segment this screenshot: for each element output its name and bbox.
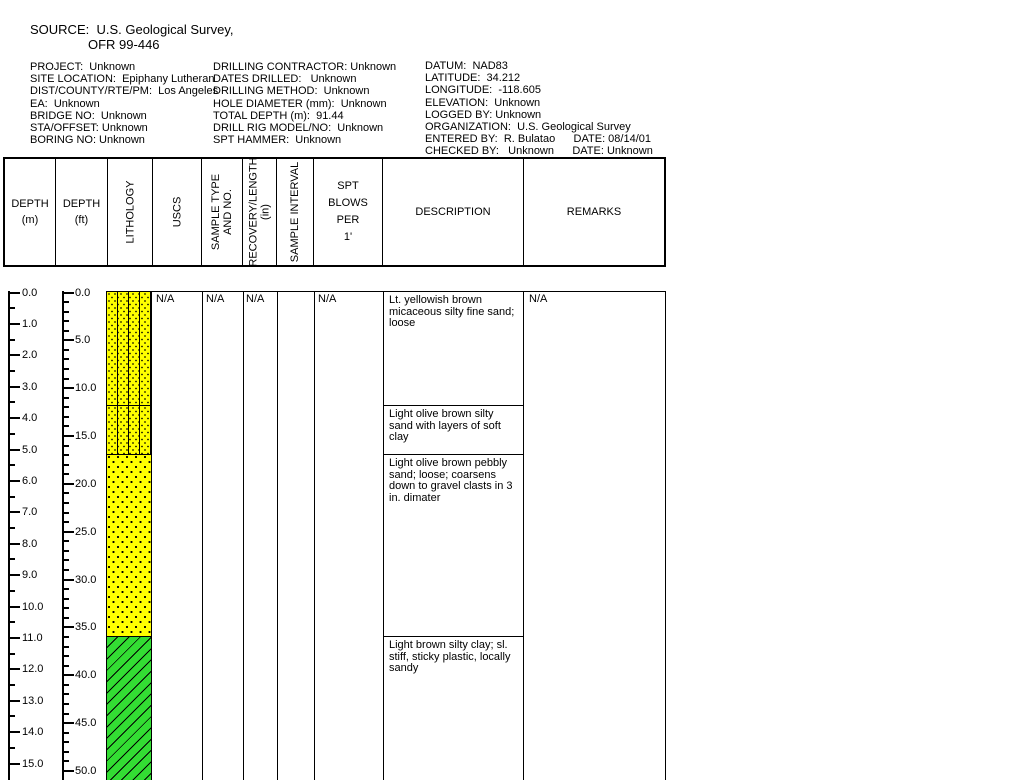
na-value-sample-type: N/A	[206, 293, 225, 305]
depth-m-scale-major-tick	[8, 480, 20, 482]
depth-ft-scale-minor-tick	[62, 741, 69, 743]
depth-ft-scale-minor-tick	[62, 311, 69, 313]
depth-m-scale-minor-tick	[8, 401, 15, 403]
depth-ft-scale-minor-tick	[62, 445, 69, 447]
header-label-spt-blows	[328, 178, 368, 246]
depth-ft-scale-tick-label: 20.0	[75, 477, 97, 490]
header-label-line: REMARKS	[566, 206, 622, 218]
depth-ft-scale-major-tick	[62, 770, 74, 772]
header-label-line: PER	[336, 214, 360, 226]
depth-m-scale-major-tick	[8, 386, 20, 388]
header-label-line: USCS	[171, 196, 183, 228]
header-cell-sample-type	[202, 159, 243, 265]
na-value-remarks: N/A	[529, 293, 548, 305]
info-line: BRIDGE NO: Unknown	[30, 109, 147, 122]
header-label-lithology	[124, 181, 136, 244]
info-line: CHECKED BY: Unknown DATE: Unknown	[425, 145, 653, 158]
depth-m-scale-tick-label: 10.0	[22, 600, 44, 613]
depth-ft-scale-minor-tick	[62, 655, 69, 657]
depth-m-scale-major-tick	[8, 449, 20, 451]
depth-ft-scale-tick-label: 30.0	[75, 573, 97, 586]
depth-ft-scale-tick-label: 45.0	[75, 717, 97, 730]
depth-m-scale-minor-tick	[8, 621, 15, 623]
na-value-uscs: N/A	[156, 293, 175, 305]
depth-m-scale-minor-tick	[8, 558, 15, 560]
depth-m-scale-tick-label: 15.0	[22, 757, 44, 770]
info-line: ELEVATION: Unknown	[425, 96, 541, 109]
depth-ft-scale-minor-tick	[62, 492, 69, 494]
depth-ft-scale-minor-tick	[62, 512, 69, 514]
header-label-remarks	[567, 204, 621, 220]
depth-m-scale-tick-label: 14.0	[22, 726, 44, 739]
header-label-sample-interval	[289, 162, 301, 262]
na-value-recovery: N/A	[246, 293, 265, 305]
depth-ft-scale-tick-label: 40.0	[75, 669, 97, 682]
info-line: ENTERED BY: R. Bulatao DATE: 08/14/01	[425, 133, 652, 146]
header-cell-depth-m	[5, 159, 56, 265]
header-label-line: SAMPLE TYPE	[210, 173, 222, 251]
depth-ft-scale-minor-tick	[62, 406, 69, 408]
depth-ft-scale-tick-label: 35.0	[75, 621, 97, 634]
lithology-layer-2	[106, 406, 152, 455]
depth-ft-scale-minor-tick	[62, 713, 69, 715]
depth-ft-scale-major-tick	[62, 626, 74, 628]
depth-ft-scale-tick-label: 10.0	[75, 382, 97, 395]
depth-m-scale-major-tick	[8, 700, 20, 702]
depth-m-scale-tick-label: 12.0	[22, 663, 44, 676]
header-label-line: BLOWS	[328, 197, 368, 209]
depth-m-scale-axis-line	[8, 291, 10, 780]
depth-ft-scale-minor-tick	[62, 349, 69, 351]
depth-m-scale-minor-tick	[8, 496, 15, 498]
depth-ft-scale-major-tick	[62, 435, 74, 437]
depth-ft-scale-minor-tick	[62, 760, 69, 762]
info-line: STA/OFFSET: Unknown	[30, 122, 148, 135]
depth-m-scale-minor-tick	[8, 433, 15, 435]
depth-m-scale-major-tick	[8, 606, 20, 608]
info-column-project	[30, 61, 218, 146]
depth-m-scale-minor-tick	[8, 527, 15, 529]
header-label-line: DESCRIPTION	[415, 206, 491, 218]
depth-ft-scale-minor-tick	[62, 502, 69, 504]
depth-ft-scale-minor-tick	[62, 521, 69, 523]
depth-m-scale-tick-label: 7.0	[22, 506, 38, 519]
info-line: DRILLING CONTRACTOR: Unknown	[213, 61, 397, 73]
header-label-line: (m)	[21, 214, 39, 226]
depth-ft-scale-major-tick	[62, 339, 74, 341]
depth-m-scale-major-tick	[8, 417, 20, 419]
description-text-4: Light brown silty clay; sl. stiff, sticky plastic, locally sandy	[389, 639, 511, 674]
header-label-uscs	[171, 197, 183, 228]
depth-m-scale-minor-tick	[8, 464, 15, 466]
header-label-line: LITHOLOGY	[124, 180, 136, 244]
log-column-line	[243, 291, 244, 780]
header-cell-spt-blows	[314, 159, 383, 265]
depth-ft-scale-minor-tick	[62, 540, 69, 542]
depth-ft-scale-minor-tick	[62, 617, 69, 619]
header-label-line: DEPTH	[62, 198, 101, 210]
depth-ft-scale-major-tick	[62, 483, 74, 485]
depth-m-scale-tick-label: 4.0	[22, 412, 38, 425]
depth-ft-scale-major-tick	[62, 292, 74, 294]
header-cell-lithology	[108, 159, 153, 265]
header-label-line: (in)	[259, 204, 272, 220]
depth-m-scale-tick-label: 6.0	[22, 474, 38, 487]
depth-m-scale-major-tick	[8, 731, 20, 733]
description-text-3: Light olive brown pebbly sand; loose; coarsens down to gravel clasts in 3 in. dimater	[389, 457, 513, 504]
description-segment-4	[384, 637, 523, 780]
description-segment-3	[384, 455, 523, 637]
source-line-2: OFR 99-446	[88, 37, 160, 52]
header-label-line: DEPTH	[11, 198, 49, 210]
depth-m-scale-tick-label: 0.0	[22, 286, 38, 299]
depth-m-scale-minor-tick	[8, 339, 15, 341]
header-cell-recovery-length	[243, 159, 277, 265]
depth-ft-scale-minor-tick	[62, 320, 69, 322]
info-line: EA: Unknown	[30, 97, 100, 110]
description-text-2: Light olive brown silty sand with layers of soft clay	[389, 408, 501, 443]
header-cell-depth-ft	[56, 159, 108, 265]
depth-ft-scale-minor-tick	[62, 693, 69, 695]
header-label-line: 1'	[343, 231, 353, 243]
info-line: ORGANIZATION: U.S. Geological Survey	[425, 121, 631, 134]
depth-m-scale-minor-tick	[8, 715, 15, 717]
depth-ft-scale-minor-tick	[62, 416, 69, 418]
info-line: LOGGED BY: Unknown	[425, 108, 542, 121]
depth-ft-scale-tick-label: 50.0	[75, 765, 97, 777]
info-line: DATES DRILLED: Unknown	[213, 73, 357, 86]
remarks-column	[524, 291, 666, 780]
depth-ft-scale-tick-label: 5.0	[75, 334, 91, 347]
depth-ft-scale-major-tick	[62, 722, 74, 724]
depth-m-scale-minor-tick	[8, 684, 15, 686]
depth-ft-scale-major-tick	[62, 531, 74, 533]
source-line-1: SOURCE: U.S. Geological Survey,	[30, 22, 234, 37]
header-label-line: (ft)	[74, 214, 89, 226]
header-label-line: SPT	[337, 180, 359, 192]
depth-ft-scale-axis-line	[62, 291, 64, 780]
depth-ft-scale-tick-label: 25.0	[75, 525, 97, 538]
info-line: BORING NO: Unknown	[30, 134, 145, 147]
depth-m-scale-tick-label: 13.0	[22, 694, 44, 707]
na-value-spt: N/A	[318, 293, 337, 305]
depth-m-scale-major-tick	[8, 543, 20, 545]
depth-m-scale-tick-label: 3.0	[22, 380, 38, 393]
depth-m-scale-major-tick	[8, 637, 20, 639]
depth-m-scale-major-tick	[8, 763, 20, 765]
info-line: TOTAL DEPTH (m): 91.44	[213, 109, 344, 122]
log-column-line	[277, 291, 278, 780]
info-line: DRILL RIG MODEL/NO: Unknown	[213, 122, 384, 135]
depth-ft-scale-minor-tick	[62, 646, 69, 648]
depth-ft-scale-minor-tick	[62, 559, 69, 561]
depth-ft-scale-minor-tick	[62, 684, 69, 686]
header-cell-sample-interval	[277, 159, 314, 265]
lithology-layer-4	[106, 637, 152, 780]
depth-m-scale-major-tick	[8, 574, 20, 576]
depth-ft-scale-minor-tick	[62, 473, 69, 475]
depth-ft-scale-major-tick	[62, 579, 74, 581]
info-line: DATUM: NAD83	[425, 60, 508, 72]
description-segment-1	[384, 292, 523, 406]
depth-m-scale-tick-label: 8.0	[22, 537, 38, 550]
depth-m-scale-minor-tick	[8, 653, 15, 655]
depth-ft-scale-tick-label: 15.0	[75, 430, 97, 443]
info-line: LATITUDE: 34.212	[425, 72, 521, 85]
depth-ft-scale-minor-tick	[62, 569, 69, 571]
info-line: DRILLING METHOD: Unknown	[213, 85, 370, 98]
description-text-1: Lt. yellowish brown micaceous silty fine sand; loose	[389, 294, 515, 329]
depth-ft-scale-major-tick	[62, 674, 74, 676]
depth-m-scale-major-tick	[8, 292, 20, 294]
info-line: PROJECT: Unknown	[30, 61, 136, 73]
depth-m-scale-minor-tick	[8, 307, 15, 309]
log-column-line	[314, 291, 315, 780]
header-cell-description	[383, 159, 524, 265]
depth-m-scale-tick-label: 9.0	[22, 569, 38, 582]
depth-ft-scale-minor-tick	[62, 301, 69, 303]
depth-m-scale-tick-label: 2.0	[22, 349, 38, 362]
depth-ft-scale-minor-tick	[62, 368, 69, 370]
header-label-line: RECOVERY/LENGTH	[247, 157, 260, 267]
info-line: SITE LOCATION: Epiphany Lutheran	[30, 73, 215, 86]
depth-ft-scale-minor-tick	[62, 464, 69, 466]
depth-m-scale-major-tick	[8, 354, 20, 356]
depth-ft-scale-minor-tick	[62, 358, 69, 360]
depth-m-scale-minor-tick	[8, 370, 15, 372]
log-column-line	[202, 291, 203, 780]
depth-ft-scale-major-tick	[62, 387, 74, 389]
header-cell-uscs	[153, 159, 202, 265]
depth-ft-scale-minor-tick	[62, 378, 69, 380]
depth-ft-scale-minor-tick	[62, 607, 69, 609]
depth-ft-scale-minor-tick	[62, 636, 69, 638]
depth-ft-scale-minor-tick	[62, 550, 69, 552]
header-label-sample-type	[210, 174, 234, 250]
depth-ft-scale-minor-tick	[62, 588, 69, 590]
info-line: DIST/COUNTY/RTE/PM: Los Angeles	[30, 85, 219, 98]
depth-ft-scale-minor-tick	[62, 751, 69, 753]
header-label-depth-ft	[63, 196, 100, 228]
depth-ft-scale-minor-tick	[62, 703, 69, 705]
depth-ft-scale-minor-tick	[62, 732, 69, 734]
depth-m-scale-tick-label: 1.0	[22, 317, 38, 330]
depth-m-scale-tick-label: 11.0	[22, 631, 43, 644]
info-line: HOLE DIAMETER (mm): Unknown	[213, 97, 387, 110]
info-column-drilling	[213, 61, 396, 146]
info-line: SPT HAMMER: Unknown	[213, 134, 342, 147]
header-label-depth-m	[11, 196, 48, 228]
header-label-line: SAMPLE INTERVAL	[289, 161, 301, 263]
depth-m-scale-major-tick	[8, 511, 20, 513]
lithology-layer-3	[106, 455, 152, 637]
depth-ft-scale-minor-tick	[62, 598, 69, 600]
info-line: LONGITUDE: -118.605	[425, 84, 541, 97]
depth-ft-scale-minor-tick	[62, 425, 69, 427]
depth-ft-scale-minor-tick	[62, 397, 69, 399]
depth-ft-scale-tick-label: 0.0	[75, 286, 91, 299]
depth-m-scale-tick-label: 5.0	[22, 443, 38, 456]
depth-m-scale-minor-tick	[8, 747, 15, 749]
lithology-layer-1	[106, 292, 152, 406]
info-column-location	[425, 60, 653, 158]
header-label-line: AND NO.	[222, 189, 234, 235]
depth-ft-scale-minor-tick	[62, 665, 69, 667]
depth-m-scale-minor-tick	[8, 590, 15, 592]
depth-ft-scale-minor-tick	[62, 330, 69, 332]
depth-ft-scale-minor-tick	[62, 454, 69, 456]
depth-m-scale-major-tick	[8, 323, 20, 325]
description-segment-2	[384, 406, 523, 455]
header-label-description	[415, 204, 490, 220]
header-label-recovery-length	[248, 157, 272, 266]
header-cell-remarks	[524, 159, 664, 265]
depth-m-scale-major-tick	[8, 668, 20, 670]
